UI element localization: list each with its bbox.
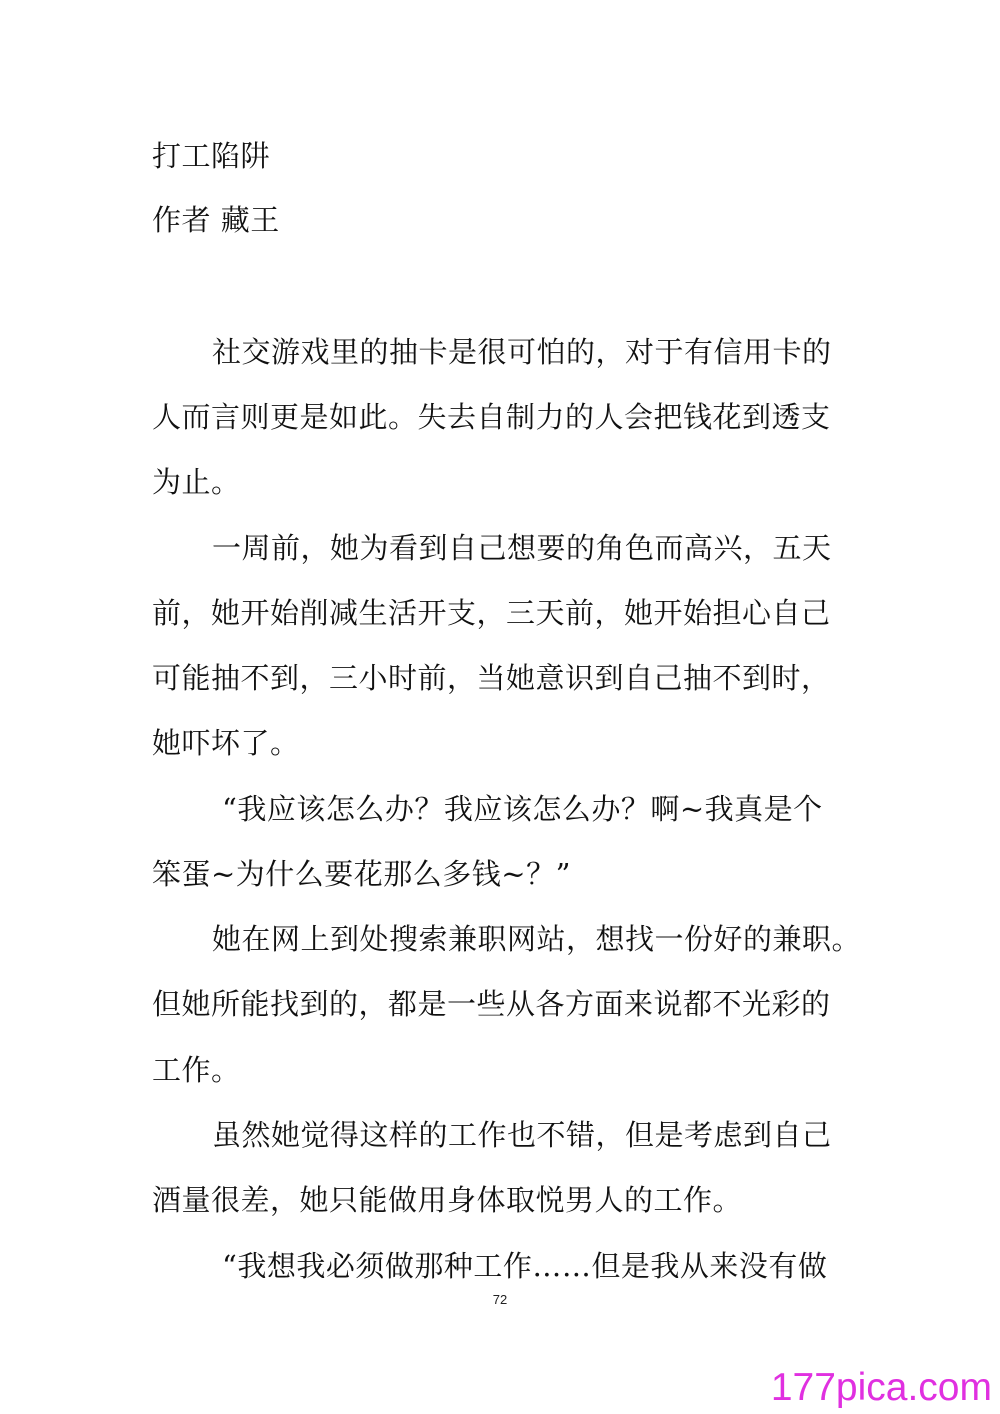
body-line: 前，她开始削减生活开支，三天前，她开始担心自己 [152, 596, 831, 630]
page-number: 72 [492, 1292, 508, 1307]
body-line: 人而言则更是如此。失去自制力的人会把钱花到透支 [152, 400, 831, 434]
body-line: “我想我必须做那种工作……但是我从来没有做 [222, 1249, 828, 1283]
body-line: 但她所能找到的，都是一些从各方面来说都不光彩的 [152, 987, 831, 1021]
body-line: 一周前，她为看到自己想要的角色而高兴，五天 [212, 531, 832, 565]
body-line: 虽然她觉得这样的工作也不错，但是考虑到自己 [212, 1118, 832, 1152]
body-line: 可能抽不到，三小时前，当她意识到自己抽不到时， [152, 661, 831, 695]
body-line: 她吓坏了。 [152, 726, 300, 760]
body-line: 笨蛋~为什么要花那么多钱~？” [152, 857, 571, 891]
body-line: 为止。 [152, 465, 241, 499]
site-watermark: 177pica.com [770, 1366, 992, 1409]
body-line: 社交游戏里的抽卡是很可怕的，对于有信用卡的 [212, 335, 832, 369]
body-line: “我应该怎么办？我应该怎么办？啊~我真是个 [222, 792, 823, 826]
body-line: 工作。 [152, 1053, 241, 1087]
body-line: 酒量很差，她只能做用身体取悦男人的工作。 [152, 1183, 743, 1217]
body-line: 她在网上到处搜索兼职网站，想找一份好的兼职。 [212, 922, 862, 956]
document-author: 作者 藏王 [152, 203, 280, 237]
document-title: 打工陷阱 [152, 139, 271, 173]
